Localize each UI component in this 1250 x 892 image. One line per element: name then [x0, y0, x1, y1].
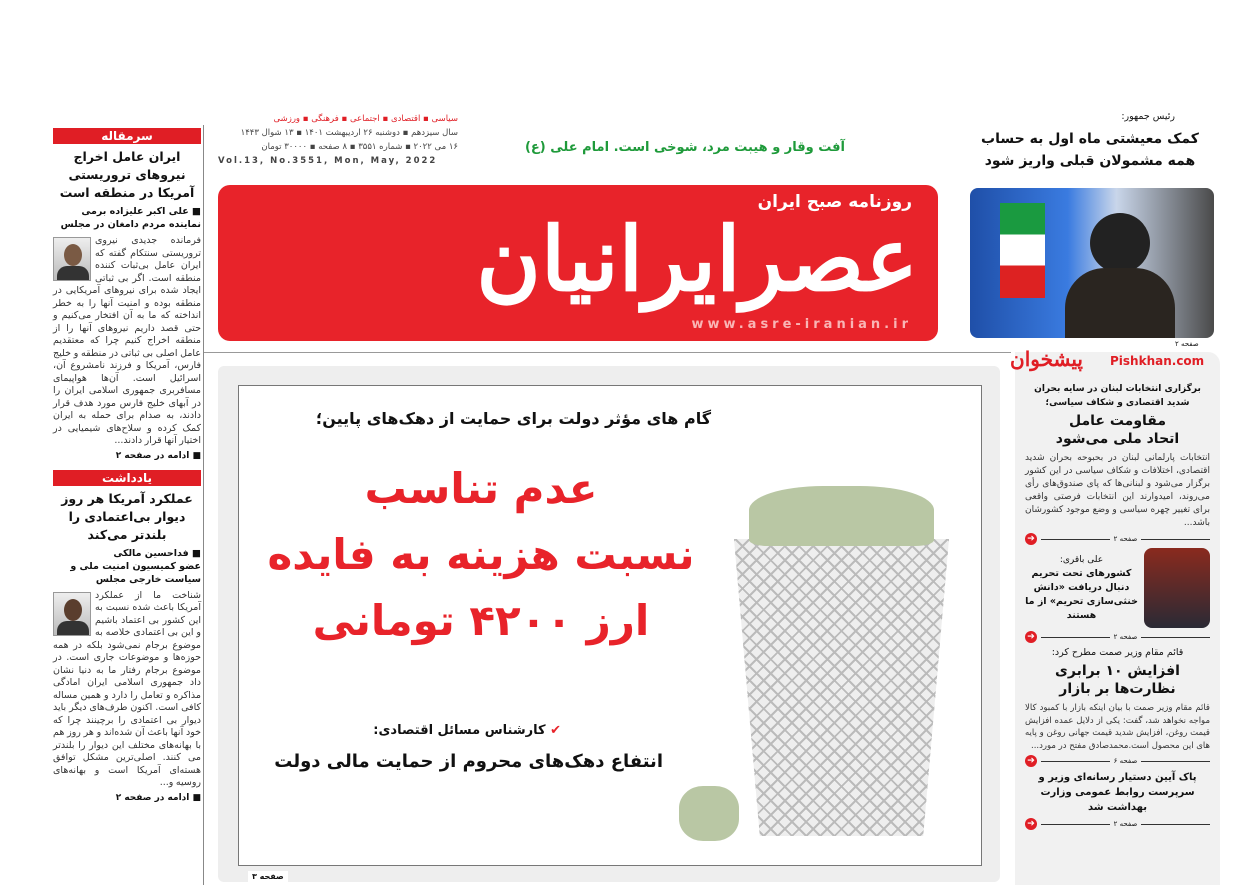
page-ref[interactable]: ➔ صفحه ۶	[1025, 755, 1210, 767]
author: ■ علی اکبر علیزاده برمی	[81, 206, 201, 217]
kicker: علی باقری:	[1059, 554, 1104, 565]
section-label: سرمقاله	[53, 128, 201, 144]
headline-line: ارز ۴۲۰۰ تومانی	[312, 596, 650, 645]
page-ref[interactable]: صفحه ۳	[248, 871, 288, 882]
headline[interactable]: کشورهای تحت تحریم دنبال دریافت «دانش خنثی‌سازی تحریم» از ما هستند	[1025, 567, 1138, 621]
sub-headline: انتفاع دهک‌های محروم از حمایت مالی دولت	[274, 751, 663, 772]
arrow-icon: ➔	[1025, 631, 1037, 643]
editorial-headline[interactable]: ایران عامل اخراج نیروهای تروریستی آمریکا در منطقه است	[59, 149, 195, 200]
kicker: برگزاری انتخابات لبنان در سایه بحران شدید اقتصادی و شکاف سیاسی؛	[1034, 384, 1201, 408]
masthead-logo: عصرایرانیان	[476, 207, 918, 311]
author: ■ فداحسین مالکی	[113, 547, 201, 559]
headline[interactable]: افزایش ۱۰ برابری نظارت‌ها بر بازار	[1055, 663, 1180, 697]
note-body: شناخت ما از عملکرد آمریکا باعث شده نسبت به این کشور بی اعتماد باشیم و این بی اعتمادی خلاصه به موضوع برجام نمی‌شود بلکه در همه حوزه‌ها و موضوعات جاری است. در موضوع برجام رفتار ما به دنیا نشان داد جمهوری اسلامی ایران امادگی مذاکره و تعامل را دارد و همین مساله کافی است. اکنون طرف‌های دیگر باید دیوار بی اعتمادی را برچینند چرا که خود آنها باعث آن شده‌اند و هر روز هم با بهانه‌های مختلف این دیوار را بلندتر می کنند. اصلی‌ترین مشکل توافق هسته‌ای آمریکا است و بهانه‌های روسیه و...	[53, 589, 201, 788]
masthead-subtitle: روزنامه صبح ایران	[757, 192, 912, 212]
president-photo	[970, 188, 1214, 338]
issue-date: سال سیزدهم ▪ دوشنبه ۲۶ اردیبهشت ۱۴۰۱ ▪ ۱۳ شوال ۱۴۴۳	[240, 128, 458, 138]
trash-bin-image	[734, 506, 949, 836]
bagheri-photo	[1144, 548, 1210, 628]
right-column	[1015, 352, 1220, 885]
issue-info	[218, 112, 458, 168]
flag	[1000, 203, 1045, 298]
page-ref[interactable]: ➔ صفحه ۲	[1025, 818, 1210, 830]
kicker: قائم مقام وزیر صمت مطرح کرد:	[1051, 647, 1184, 658]
headline: کمک معیشتی ماه اول به حساب همه مشمولان قبلی واریز شود	[981, 131, 1199, 169]
headline[interactable]: پاک آیین دستیار رسانه‌ای وزیر و سرپرست روابط عمومی وزارت بهداشت شد	[1038, 772, 1197, 813]
masthead	[218, 185, 938, 341]
note-headline[interactable]: عملکرد آمریکا هر روز دیوار بی‌اعتمادی را بلندتر می‌کند	[61, 490, 193, 542]
section-label: یادداشت	[53, 470, 201, 486]
top-right-story[interactable]	[965, 110, 1215, 172]
editorial-body: فرمانده جدیدی نیروی تروریستی سنتکام گفته که ایران عامل بی‌ثبات کننده منطقه است. اگر بی ثباتی ایجاد شده برای نیروهای آمریکایی در منطقه بوده و امنیت آنها را به خطر انداخته که ما به آن افتخار می‌کنیم و حتی قصد داریم نیروهای آنها را از منطقه اخراج کنیم چرا که معتقدیم عامل اصلی بی ثباتی در منطقه و خلیج فارس، آمریکا و فرزند نامشروع آن، اسرائیل است. آن‌ها هواپیمای مسافربری جمهوری اسلامی ایران را در آبهای خلیج فارس مورد هدف قرار دادند، به صدام برای حمله به ایران کمک کرده و سلاح‌های شیمیایی در اختیار آنها قرار دادند...	[53, 235, 201, 446]
divider	[204, 352, 1011, 353]
watermark-url: Pishkhan.com	[1110, 354, 1205, 368]
watermark-logo: پیشخوان	[1010, 347, 1083, 371]
story-body: انتخابات پارلمانی لبنان در بحبوحه بحران شدید اقتصادی، اختلافات و شکاف سیاسی در این کشور برگزار می‌شود و لبنانی‌ها که پای صندوق‌های رأی می‌روند، امیدوارند این انتخابات فرصتی واقعی برای تغییر چهره سیاسی و وضع موجود کشورشان باشد...	[1025, 453, 1210, 528]
money-image	[749, 486, 934, 546]
continued-link[interactable]: ■ ادامه در صفحه ۲	[115, 450, 201, 461]
quote: آفت وقار و هیبت مرد، شوخی است. امام علی (ع)	[524, 140, 846, 155]
author-role: نماینده مردم دامغان در مجلس	[60, 219, 201, 230]
arrow-icon: ➔	[1025, 533, 1037, 545]
author-role: عضو کمیسیون امنیت ملی و سیاست خارجی مجلس	[70, 560, 201, 585]
headline-line: عدم تناسب	[364, 464, 598, 513]
continued-link[interactable]: ■ ادامه در صفحه ۲	[115, 792, 201, 803]
note-column	[53, 470, 201, 804]
headline-line: نسبت هزینه به فایده	[267, 530, 695, 579]
main-kicker: گام های مؤثر دولت برای حمایت از دهک‌های پایین؛	[315, 409, 711, 428]
page-ref[interactable]: ➔ صفحه ۲	[1025, 533, 1210, 545]
arrow-icon: ➔	[1025, 818, 1037, 830]
author-photo	[53, 237, 91, 281]
main-headline	[246, 456, 716, 654]
left-columns	[53, 128, 201, 885]
headline[interactable]: مقاومت عامل اتحاد ملی می‌شود	[1055, 413, 1180, 447]
masthead-url[interactable]: www.asre-iranian.ir	[691, 317, 912, 332]
issue-volume: Vol.13, No.3551, Mon, May, 2022	[218, 156, 438, 166]
sections-list: سیاسی ▪ اقتصادی ▪ اجتماعی ▪ فرهنگی ▪ ورزشی	[273, 114, 458, 124]
editorial-column	[53, 128, 201, 462]
issue-number: ۱۶ می ۲۰۲۲ ▪ شماره ۳۵۵۱ ▪ ۸ صفحه ▪ ۳۰۰۰۰ تومان	[261, 142, 458, 152]
story-body: قائم مقام وزیر صمت با بیان اینکه بازار با کمبود کالا مواجه نخواهد شد، گفت: یکی از دلایل عمده افزایش قیمت روغن، افزایش شدید قیمت جهانی روغن و پایه های این محصول است.محمدصادق مفتح در مورد...	[1025, 703, 1210, 751]
main-story[interactable]	[238, 385, 982, 866]
column-divider	[203, 125, 204, 885]
page-ref[interactable]: ➔ صفحه ۲	[1025, 631, 1210, 643]
sub-kicker: ✔ کارشناس مسائل اقتصادی:	[373, 723, 561, 738]
arrow-icon: ➔	[1025, 755, 1037, 767]
author-photo	[53, 592, 91, 636]
kicker: رئیس جمهور:	[1121, 111, 1175, 122]
money-image	[679, 786, 739, 841]
page-ref[interactable]: صفحه ۲	[1175, 340, 1199, 348]
